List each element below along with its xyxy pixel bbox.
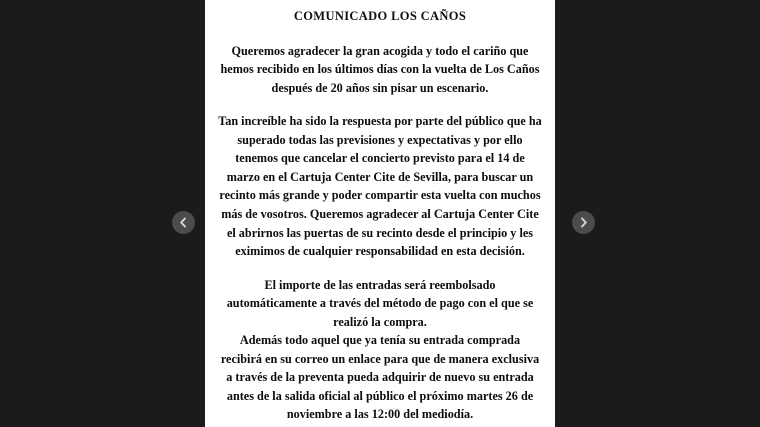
carousel-next-button[interactable] xyxy=(572,211,595,234)
document-paragraph: Tan increíble ha sido la respuesta por parte del público que ha superado todas las previsiones y expectativas y por ello tenemos que cancelar el concierto previsto para el 14 de marzo en el Cartuja Center Cite de Sevilla, para buscar un recinto más grande y poder compartir esta vuelta con muchos más de vosotros. Queremos agradecer al Cartuja Center Cite el abrirnos las puertas de su recinto desde el principio y les eximimos de cualquier responsabilidad en esta decisión. xyxy=(218,114,542,259)
carousel-prev-button[interactable] xyxy=(172,211,195,234)
document-paragraph: Además todo aquel que ya tenía su entrada comprada recibirá en su correo un enlace para que de manera exclusiva a través de la preventa pueda adquirir de nuevo su entrada antes de la salida oficial al público el próximo martes 26 de noviembre a las 12:00 del mediodía. xyxy=(220,333,540,422)
document-title: COMUNICADO LOS CAÑOS xyxy=(293,9,467,23)
carousel-slide[interactable] xyxy=(205,0,555,427)
document-paragraph: Queremos agradecer la gran acogida y todo el cariño que hemos recibido en los últimos días con la vuelta de Los Caños después de 20 años sin pisar un escenario. xyxy=(220,43,540,95)
chevron-left-icon xyxy=(178,217,189,228)
chevron-right-icon xyxy=(578,217,589,228)
document-paragraph: El importe de las entradas será reembolsado automáticamente a través del método de pago con el que se realizó la compra. xyxy=(226,277,534,329)
document-body xyxy=(218,42,542,424)
